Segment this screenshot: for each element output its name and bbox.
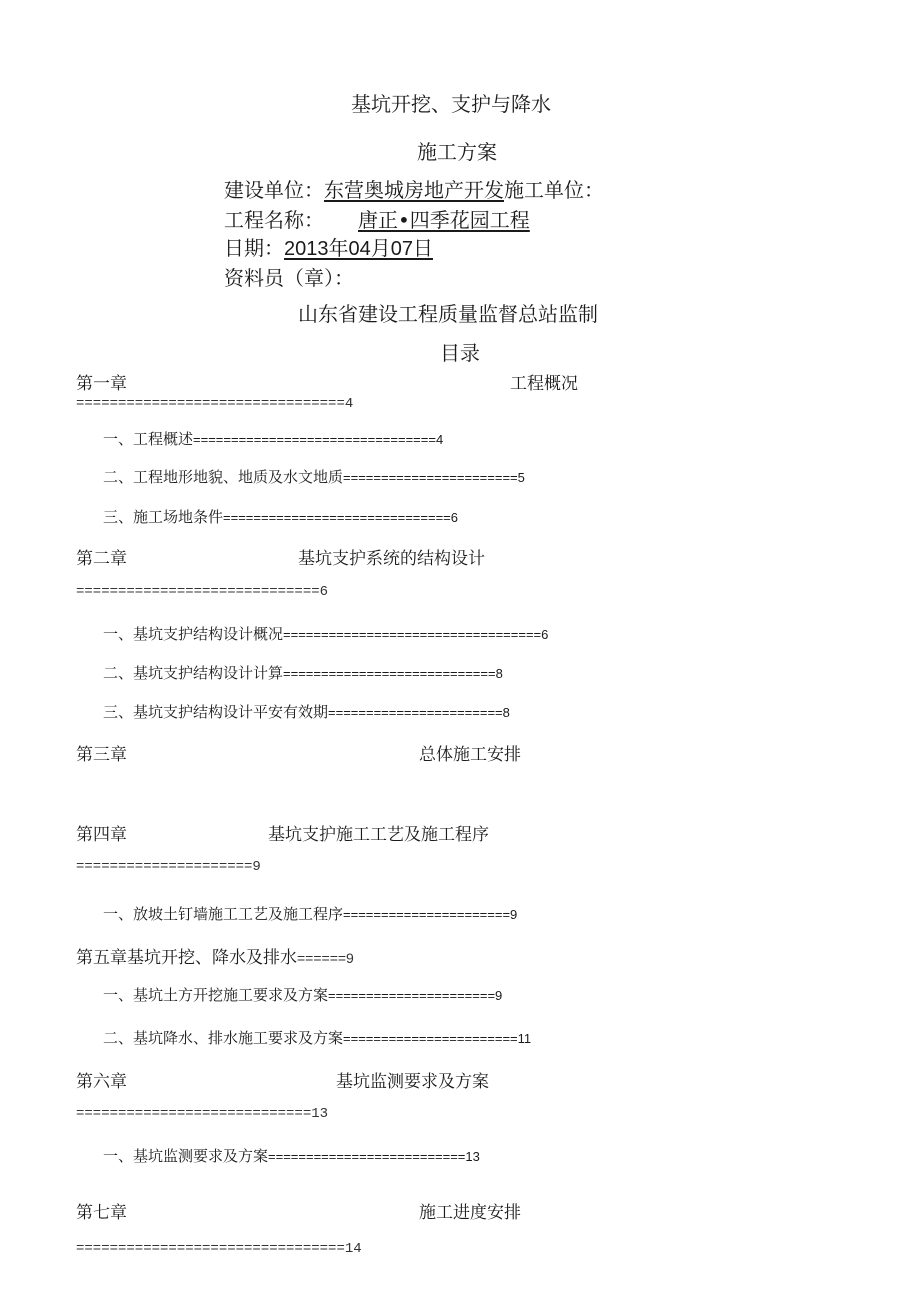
toc-chapter-5 xyxy=(76,943,354,968)
toc-chapter-5-rule: ======9 xyxy=(297,950,354,966)
project-row xyxy=(224,204,530,233)
document-title-line2: 施工方案 xyxy=(417,140,497,164)
toc-chapter-1-rule: ================================4 xyxy=(76,396,354,412)
contractor-label: 施工单位： xyxy=(504,178,604,202)
toc-entry-label: 一、基坑监测要求及方案 xyxy=(103,1147,269,1165)
toc-entry-page: =======================5 xyxy=(343,470,525,485)
toc-entry-page: ==============================6 xyxy=(223,510,458,525)
toc-chapter-6-number: 第六章 xyxy=(76,1072,127,1092)
toc-chapter-7-title: 施工进度安排 xyxy=(419,1203,521,1223)
toc-chapter-1-number: 第一章 xyxy=(76,374,127,394)
builder-row xyxy=(224,174,604,203)
toc-entry-page: ================================4 xyxy=(193,432,444,447)
toc-chapter-4-number: 第四章 xyxy=(76,825,127,845)
toc-entry-label: 二、基坑支护结构设计计算 xyxy=(103,664,284,682)
toc-entry-page: ======================9 xyxy=(343,907,518,922)
builder-value: 东营奥城房地产开发 xyxy=(324,178,504,202)
toc-entry-label: 三、基坑支护结构设计平安有效期 xyxy=(103,703,329,721)
date-value: 2013年04月07日 xyxy=(284,238,433,260)
toc-chapter-4-title: 基坑支护施工工艺及施工程序 xyxy=(268,825,489,845)
toc-chapter-2-number: 第二章 xyxy=(76,549,127,569)
toc-entry-label: 三、施工场地条件 xyxy=(103,508,224,526)
toc-entry-label: 一、基坑支护结构设计概况 xyxy=(103,625,284,643)
builder-label: 建设单位： xyxy=(224,178,324,202)
toc-entry-page: =======================11 xyxy=(343,1031,532,1046)
issuer-line: 山东省建设工程质量监督总站监制 xyxy=(298,302,598,326)
archivist-row xyxy=(224,262,354,291)
document-title-line1: 基坑开挖、支护与降水 xyxy=(351,92,551,116)
toc-entry-page: ==========================13 xyxy=(268,1149,480,1164)
toc-entry-6-1 xyxy=(103,1145,480,1166)
toc-chapter-3-number: 第三章 xyxy=(76,745,127,765)
toc-entry-label: 一、放坡土钉墙施工工艺及施工程序 xyxy=(103,905,344,923)
toc-chapter-7-rule: ================================14 xyxy=(76,1241,362,1257)
toc-entry-label: 一、工程概述 xyxy=(103,430,194,448)
toc-entry-label: 二、工程地形地貌、地质及水文地质 xyxy=(103,468,344,486)
date-row xyxy=(224,232,433,261)
date-label: 日期： xyxy=(224,236,284,260)
toc-chapter-2-rule: =============================6 xyxy=(76,584,329,600)
toc-entry-2-3 xyxy=(103,701,510,722)
toc-entry-2-2 xyxy=(103,662,503,683)
toc-entry-label: 一、基坑土方开挖施工要求及方案 xyxy=(103,986,329,1004)
toc-chapter-7-number: 第七章 xyxy=(76,1203,127,1223)
toc-entry-5-1 xyxy=(103,984,502,1005)
toc-chapter-5-title: 第五章基坑开挖、降水及排水 xyxy=(76,948,297,968)
toc-entry-1-2 xyxy=(103,466,525,487)
toc-entry-page: ==================================6 xyxy=(283,627,549,642)
toc-entry-5-2 xyxy=(103,1027,531,1048)
toc-entry-page: ======================9 xyxy=(328,988,503,1003)
toc-entry-1-1 xyxy=(103,428,443,449)
toc-chapter-3-title: 总体施工安排 xyxy=(419,745,521,765)
toc-chapter-4-rule: =====================9 xyxy=(76,859,261,875)
toc-title: 目录 xyxy=(440,341,480,365)
archivist-label: 资料员（章）： xyxy=(224,266,354,290)
toc-entry-1-3 xyxy=(103,506,458,527)
toc-chapter-6-title: 基坑监测要求及方案 xyxy=(336,1072,489,1092)
toc-entry-page: =======================8 xyxy=(328,705,510,720)
toc-chapter-2-title: 基坑支护系统的结构设计 xyxy=(298,549,485,569)
toc-entry-2-1 xyxy=(103,623,548,644)
toc-entry-4-1 xyxy=(103,903,517,924)
toc-entry-page: ============================8 xyxy=(283,666,503,681)
project-value: 唐正•四季花园工程 xyxy=(358,208,530,232)
toc-entry-label: 二、基坑降水、排水施工要求及方案 xyxy=(103,1029,344,1047)
project-label: 工程名称： xyxy=(224,208,324,232)
toc-chapter-6-rule: ============================13 xyxy=(76,1106,329,1122)
toc-chapter-1-title: 工程概况 xyxy=(510,374,578,394)
